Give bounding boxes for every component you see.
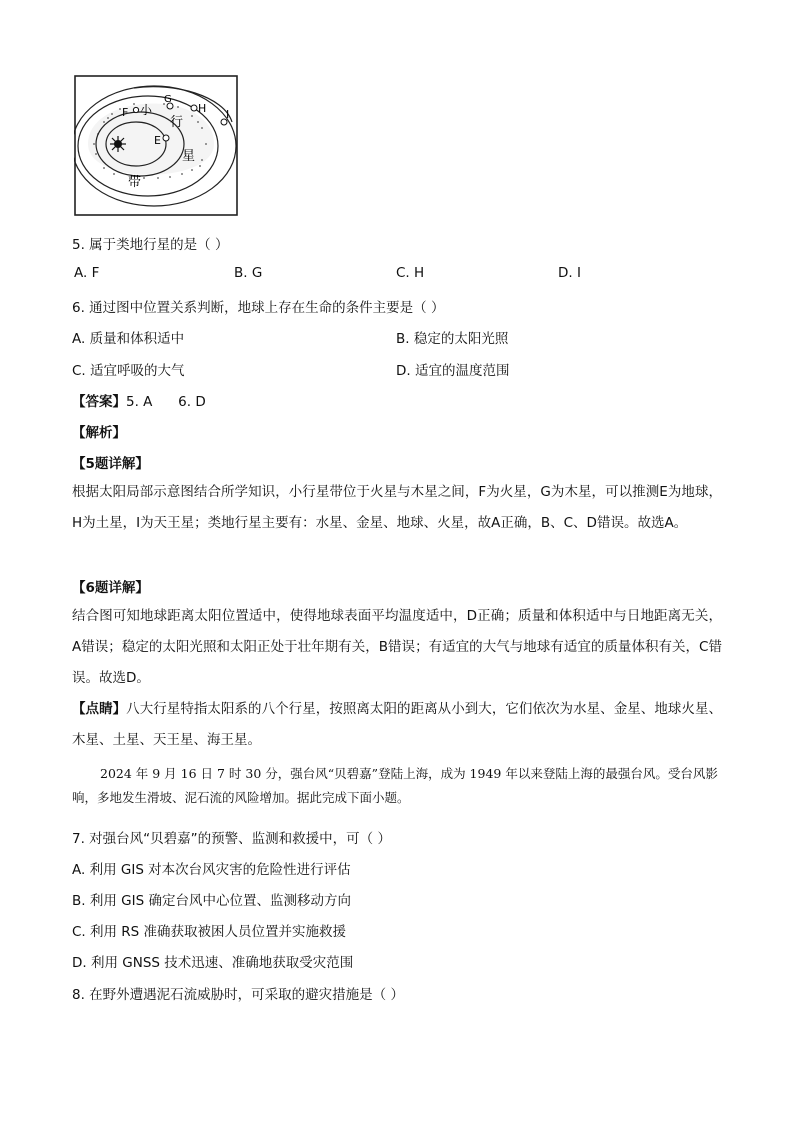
q5-detail-text: 根据太阳局部示意图结合所学知识，小行星带位于火星与木星之间，F为火星，G为木星，可以推测E为地球，H为土星，I为天王星；类地行星主要有：水星、金星、地球、火星，故A正确，B、C、D错误。故选A。 xyxy=(72,484,722,531)
sun-icon xyxy=(110,136,126,152)
answer-tag: 【答案】 xyxy=(72,394,126,410)
belt-char-1: 小 xyxy=(140,103,153,117)
label-e: E xyxy=(154,134,161,147)
label-g: G xyxy=(164,94,172,105)
q7-option-a: A. 利用 GIS 对本次台风灾害的危险性进行评估 xyxy=(72,862,351,878)
q6-detail-tag: 【6题详解】 xyxy=(72,580,149,596)
q8-stem: 8. 在野外遭遇泥石流威胁时，可采取的避灾措施是（ ） xyxy=(72,987,404,1003)
comment-block xyxy=(72,694,722,756)
q6-option-b: B. 稳定的太阳光照 xyxy=(396,331,509,347)
q7-option-c: C. 利用 RS 准确获取被困人员位置并实施救援 xyxy=(72,924,347,940)
q6-detail-text: 结合图可知地球距离太阳位置适中，使得地球表面平均温度适中，D正确；质量和体积适中与日地距离无关，A错误；稳定的太阳光照和太阳正处于壮年期有关，B错误；有适宜的大气与地球有适宜的质量体积有关，C错误。故选D。 xyxy=(72,608,722,686)
belt-char-2: 行 xyxy=(170,115,184,130)
label-i: I xyxy=(226,108,230,121)
q6-option-d: D. 适宜的温度范围 xyxy=(396,363,510,379)
solar-system-figure xyxy=(74,74,240,218)
answer-line xyxy=(72,390,206,410)
q6-option-a: A. 质量和体积适中 xyxy=(72,331,185,347)
label-h: H xyxy=(198,102,207,115)
answer-text: 5. A 6. D xyxy=(126,394,206,410)
q5-option-d: D. I xyxy=(558,265,581,281)
planet-f-marker xyxy=(133,107,138,112)
belt-char-4: 带 xyxy=(128,175,142,190)
q7-option-b: B. 利用 GIS 确定台风中心位置、监测移动方向 xyxy=(72,893,351,909)
q5-stem: 5. 属于类地行星的是（ ） xyxy=(72,237,229,253)
planet-e-marker xyxy=(163,135,169,141)
q5-detail-tag: 【5题详解】 xyxy=(72,456,149,472)
planet-h-marker xyxy=(191,105,197,111)
belt-char-3: 星 xyxy=(182,149,196,164)
label-f: F xyxy=(122,106,129,119)
q7-option-d: D. 利用 GNSS 技术迅速、准确地获取受灾范围 xyxy=(72,955,354,971)
q6-option-c: C. 适宜呼吸的大气 xyxy=(72,363,185,379)
q7-stem: 7. 对强台风“贝碧嘉”的预警、监测和救援中，可（ ） xyxy=(72,831,391,847)
comment-tag: 【点睛】 xyxy=(72,701,127,717)
q5-option-b: B. G xyxy=(234,265,263,281)
analysis-tag: 【解析】 xyxy=(72,425,126,441)
q6-stem: 6. 通过图中位置关系判断，地球上存在生命的条件主要是（ ） xyxy=(72,300,445,316)
comment-text: 八大行星特指太阳系的八个行星，按照离太阳的距离从小到大，它们依次为水星、金星、地球火星、木星、土星、天王星、海王星。 xyxy=(72,701,723,748)
q5-option-c: C. H xyxy=(396,265,425,281)
q5-option-a: A. F xyxy=(74,265,100,281)
typhoon-passage: 2024 年 9 月 16 日 7 时 30 分，强台风“贝碧嘉”登陆上海，成为 1949 年以来登陆上海的最强台风。受台风影响，多地发生滑坡、泥石流的风险增加。据此完成下面小题。 xyxy=(72,766,718,805)
